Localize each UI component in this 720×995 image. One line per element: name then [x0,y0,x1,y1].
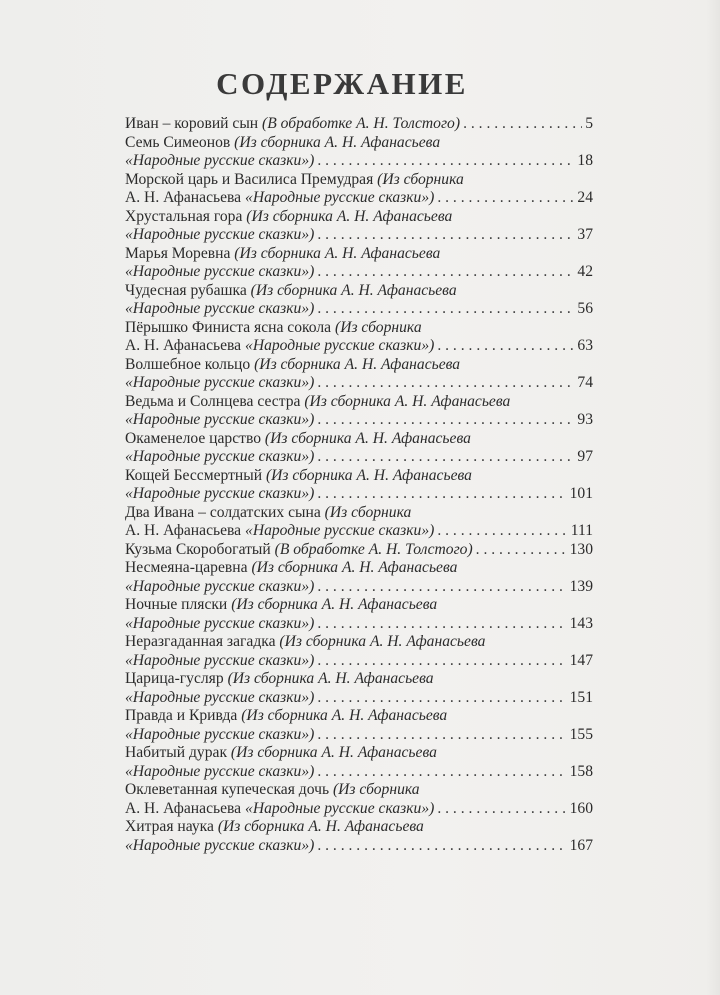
toc-leader-dots [317,448,574,467]
toc-entry-source: «Народные русские сказки») [125,485,315,502]
toc-entry-line [125,541,593,560]
toc-entry-source: «Народные русские сказки») [125,836,315,854]
toc-entry-source: (Из сборника А. Н. Афанасьева [217,818,424,835]
toc-entry-text [125,467,472,486]
toc-entry-text [125,430,471,449]
toc-entry [125,245,593,282]
toc-leader-dots [437,522,567,541]
toc-entry-line [125,578,593,597]
toc-entry-text [125,781,420,800]
toc-entry [125,633,593,670]
toc-entry-line [125,226,593,245]
toc-entry-title: Марья Моревна [125,244,235,262]
toc-page-number: 139 [569,577,593,595]
toc-entry-line [125,707,593,726]
toc-entry-source: (Из сборника А. Н. Афанасьева [304,392,511,410]
toc-entry-line [125,485,593,504]
toc-entry-text [125,726,314,745]
toc-leader-dots [463,115,582,134]
toc-entry-source: «Народные русские сказки») [125,725,315,743]
toc-leader-dots [317,578,566,597]
toc-leader-dots [317,226,574,245]
toc-entry-source: «Народные русские сказки») [125,411,315,428]
toc-entry-source: «Народные русские сказки») [125,651,315,669]
toc-entry-title: Хитрая наука [125,818,218,835]
toc-entry-text [125,652,314,671]
toc-entry-text [125,263,314,282]
toc-entry-title: Волшебное кольцо [125,355,255,373]
toc-entry-line [125,282,593,301]
toc-entry-title: Чудесная рубашка [125,281,251,299]
toc-entry-source: (Из сборника А. Н. Афанасьева [279,633,486,650]
toc-leader-dots [317,726,566,745]
toc-entry-source: (Из сборника А. Н. Афанасьева [227,670,434,687]
toc-entry-text [125,707,447,726]
toc-entry-source: (Из сборника [335,318,422,336]
toc-entry-text [125,245,440,264]
toc-entry-title: Окаменелое царство [125,429,265,447]
toc-entry-line [125,448,593,467]
toc-entry-text [125,411,314,430]
toc-entry-line [125,837,593,856]
toc-page-number: 97 [577,448,593,465]
toc-entry [125,115,593,134]
toc-entry-text [125,670,434,689]
toc-entry-text [125,689,314,708]
table-of-contents [125,115,593,855]
toc-entry-text [125,615,314,634]
toc-entry-source: (Из сборника А. Н. Афанасьева [254,355,461,373]
toc-entry-text [125,208,452,227]
toc-entry-author: А. Н. Афанасьева [125,522,246,539]
toc-entry-line [125,245,593,264]
toc-entry-line [125,134,593,153]
toc-page-number: 167 [569,836,593,854]
toc-entry-title: Кузьма Скоробогатый [125,540,275,558]
toc-entry-title: Два Ивана – солдатских сына [125,503,325,521]
toc-page-number: 151 [569,688,593,706]
toc-entry [125,596,593,633]
toc-entry-source: (Из сборника А. Н. Афанасьева [241,707,448,724]
toc-entry-source: «Народные русские сказки») [125,300,315,317]
toc-entry-text [125,578,314,597]
toc-entry-text [125,115,460,134]
toc-entry-line [125,171,593,190]
toc-leader-dots [437,337,574,356]
toc-entry-text [125,374,314,393]
toc-entry-title: Набитый дурак [125,744,231,761]
toc-entry [125,541,593,560]
toc-entry-source: «Народные русские сказки») [125,577,315,595]
toc-page-number: 56 [577,300,593,317]
toc-entry-source: «Народные русские сказки») [245,337,435,354]
toc-entry-line [125,467,593,486]
toc-entry [125,707,593,744]
toc-entry-text [125,818,424,837]
toc-entry-text [125,356,460,375]
toc-entry [125,393,593,430]
page-edge-shadow [706,0,720,995]
toc-entry-text [125,319,422,338]
toc-entry-text [125,800,434,819]
toc-entry-line [125,115,593,134]
toc-leader-dots [317,411,574,430]
toc-entry-source: «Народные русские сказки») [125,226,315,243]
toc-page-number: 5 [585,115,593,132]
toc-entry-title: Морской царь и Василиса Премудрая [125,170,378,188]
toc-entry-text [125,837,314,856]
toc-entry-line [125,393,593,412]
toc-entry-title: Кощей Бессмертный [125,466,266,484]
toc-leader-dots [317,689,566,708]
toc-entry-title: Ведьма и Солнцева сестра [125,392,305,410]
toc-entry-line [125,633,593,652]
toc-leader-dots [437,189,574,208]
toc-entry-title: Ночные пляски [125,596,232,613]
toc-entry-text [125,633,485,652]
toc-entry-text [125,171,464,190]
toc-entry [125,670,593,707]
toc-entry-line [125,652,593,671]
toc-entry-source: «Народные русские сказки») [125,263,315,280]
toc-leader-dots [317,152,574,171]
toc-entry [125,818,593,855]
toc-entry-line [125,356,593,375]
toc-entry-text [125,763,314,782]
toc-page-number: 155 [569,725,593,743]
toc-entry-source: (Из сборника А. Н. Афанасьева [264,429,471,447]
toc-entry-source: (Из сборника А. Н. Афанасьева [251,559,458,576]
toc-entry-source: (В обработке А. Н. Толстого) [262,115,461,132]
toc-entry-text [125,522,434,541]
toc-entry-title: Оклеветанная купеческая дочь [125,781,333,798]
toc-entry-text [125,337,434,356]
toc-entry-line [125,596,593,615]
toc-entry-line [125,411,593,430]
toc-entry-title: Царица-гусляр [125,670,228,687]
toc-entry-line [125,522,593,541]
toc-entry-source: «Народные русские сказки») [245,189,435,206]
toc-entry-source: (Из сборника А. Н. Афанасьева [231,596,438,613]
toc-entry-line [125,615,593,634]
page-title: СОДЕРЖАНИЕ [216,66,468,101]
toc-entry-text [125,541,473,560]
toc-entry-source: (Из сборника А. Н. Афанасьева [234,133,441,151]
toc-entry [125,430,593,467]
toc-entry [125,781,593,818]
toc-leader-dots [317,374,574,393]
toc-entry-author: А. Н. Афанасьева [125,189,246,206]
toc-entry-text [125,596,437,615]
toc-entry-title: Пёрышко Финиста ясна сокола [125,318,335,336]
toc-entry-line [125,689,593,708]
toc-entry [125,356,593,393]
toc-leader-dots [317,763,566,782]
toc-page-number: 63 [577,337,593,354]
toc-entry-line [125,263,593,282]
toc-entry-line [125,337,593,356]
toc-entry-source: «Народные русские сказки») [125,688,315,706]
toc-page-number: 111 [570,522,593,539]
toc-entry-source: (Из сборника А. Н. Афанасьева [246,207,453,225]
toc-entry-title: Хрустальная гора [125,207,247,225]
toc-entry-source: «Народные русские сказки») [245,522,435,539]
toc-entry-text [125,504,411,523]
toc-page-number: 158 [569,762,593,780]
toc-entry-line [125,559,593,578]
toc-entry-line [125,744,593,763]
toc-entry-title: Неразгаданная загадка [125,633,280,650]
toc-entry-line [125,726,593,745]
toc-entry-line [125,818,593,837]
toc-entry-title: Семь Симеонов [125,133,235,151]
toc-page-number: 18 [577,152,593,169]
toc-page-number: 74 [577,374,593,391]
toc-entry-line [125,763,593,782]
toc-page-number: 160 [569,799,593,817]
toc-page-number: 147 [569,651,593,669]
toc-entry-line [125,152,593,171]
toc-entry-text [125,744,437,763]
toc-entry-source: «Народные русские сказки») [125,762,315,780]
toc-entry-source: (Из сборника А. Н. Афанасьева [234,244,441,262]
toc-entry-source: (В обработке А. Н. Толстого) [274,540,473,558]
toc-entry-author: А. Н. Афанасьева [125,799,246,817]
toc-entry-title: Иван – коровий сын [125,115,263,132]
toc-entry-author: А. Н. Афанасьева [125,337,246,354]
toc-entry-source: (Из сборника [377,170,464,188]
toc-entry-text [125,393,510,412]
toc-page-number: 93 [577,411,593,428]
toc-entry [125,744,593,781]
toc-page-number: 42 [577,263,593,280]
toc-entry-line [125,374,593,393]
toc-entry-line [125,300,593,319]
toc-entry-line [125,781,593,800]
toc-entry-line [125,430,593,449]
toc-leader-dots [317,837,566,856]
toc-entry-text [125,485,314,504]
toc-entry-line [125,800,593,819]
toc-entry-text [125,152,314,171]
toc-page-number: 24 [577,189,593,206]
toc-leader-dots [317,615,566,634]
toc-entry-source: (Из сборника А. Н. Афанасьева [265,466,472,484]
toc-entry [125,319,593,356]
toc-entry-source: «Народные русские сказки») [125,374,315,391]
toc-entry-text [125,282,457,301]
toc-entry-line [125,208,593,227]
toc-entry-line [125,319,593,338]
toc-entry-source: (Из сборника [324,503,412,521]
toc-entry [125,559,593,596]
toc-entry-source: «Народные русские сказки») [245,799,435,817]
toc-page-number: 101 [569,485,593,502]
toc-entry [125,171,593,208]
toc-leader-dots [317,263,574,282]
toc-entry [125,504,593,541]
toc-entry-text [125,226,314,245]
toc-entry-source: (Из сборника А. Н. Афанасьева [250,281,457,299]
toc-entry-source: «Народные русские сказки») [125,614,315,632]
toc-entry [125,208,593,245]
toc-entry [125,134,593,171]
toc-entry-line [125,189,593,208]
toc-entry-line [125,670,593,689]
toc-entry-source: (Из сборника А. Н. Афанасьева [230,744,437,761]
toc-entry-text [125,448,314,467]
toc-entry-text [125,189,434,208]
toc-entry-text [125,134,440,153]
toc-entry-line [125,504,593,523]
toc-entry [125,467,593,504]
toc-leader-dots [317,300,574,319]
toc-entry-source: (Из сборника [332,781,420,798]
toc-entry-title: Несмеяна-царевна [125,559,252,576]
toc-page-number: 130 [569,540,593,558]
toc-entry [125,282,593,319]
toc-entry-title: Правда и Кривда [125,707,242,724]
toc-leader-dots [437,800,566,819]
toc-entry-source: «Народные русские сказки») [125,152,315,169]
toc-page-number: 143 [569,614,593,632]
toc-leader-dots [317,485,566,504]
toc-page-number: 37 [577,226,593,243]
toc-entry-text [125,559,457,578]
toc-leader-dots [317,652,566,671]
toc-entry-source: «Народные русские сказки») [125,448,315,465]
toc-leader-dots [476,541,567,560]
toc-entry-text [125,300,314,319]
